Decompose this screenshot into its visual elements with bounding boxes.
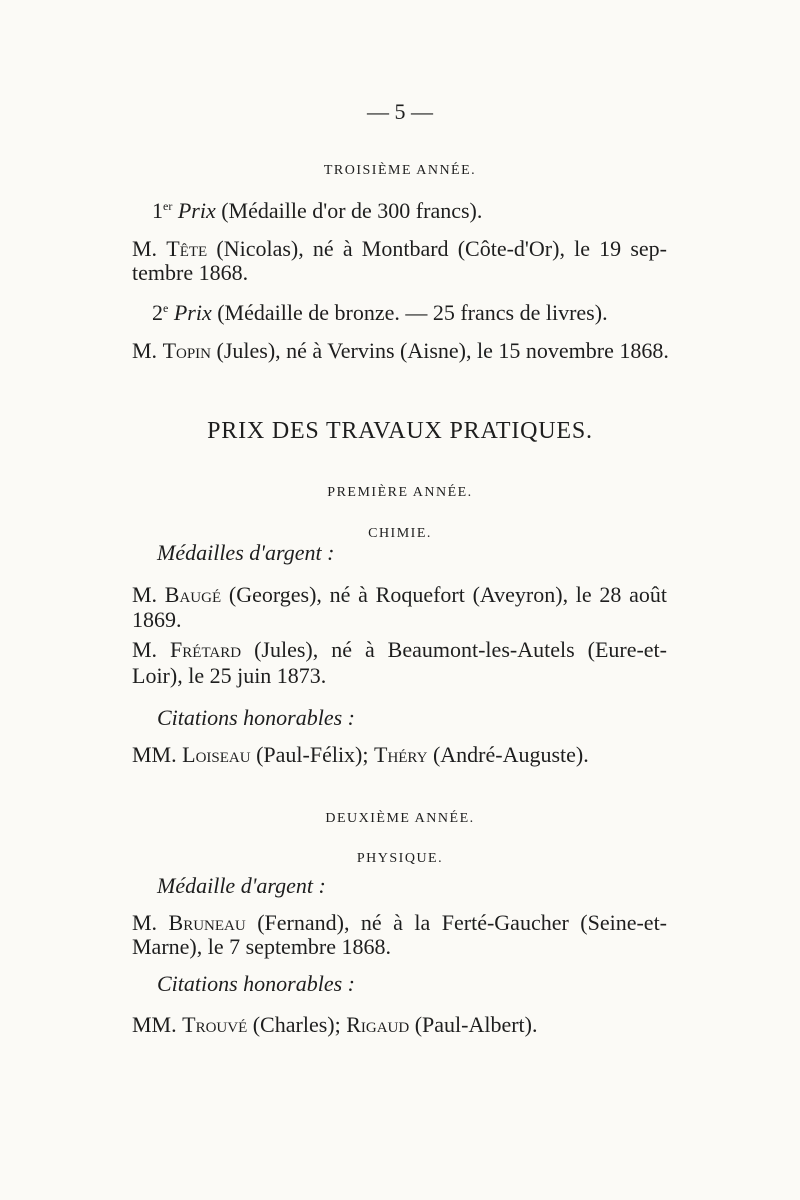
bruneau-entry-details: (Fernand), né à la Ferté-Gaucher (Seine-et- [245,910,668,935]
premiere-annee-heading: PREMIÈRE ANNÉE. [327,485,473,500]
deuxieme-annee-heading: DEUXIÈME ANNÉE. [325,811,475,826]
first-prize-winner-details: (Nicolas), né à Montbard (Côte-d'Or), le 19 sep- [207,236,668,261]
second-prize-winner-name: Topin [162,338,212,363]
fretard-entry-prefix: M. [132,637,171,662]
first-prize-winner-prefix: M. [132,236,167,261]
physique-subject-heading: PHYSIQUE. [356,851,444,866]
citation-name-loiseau: Loiseau [182,742,251,767]
citations-second-year-prefix: MM. [132,1012,183,1037]
bauge-entry-details: (Georges), né à Roquefort (Aveyron), le 28 août [221,582,668,607]
citation-details-rigaud: (Paul-Albert). [409,1012,538,1037]
troisieme-annee-heading: TROISIÈME ANNÉE. [323,163,477,178]
section-title: PRIX DES TRAVAUX PRATIQUES. [207,418,593,444]
silver-medals-label: Médailles d'argent : [157,540,335,565]
citations-first-year-prefix: MM. [132,742,183,767]
first-prize-winner-line2: tembre 1868. [132,260,249,285]
citations-second-year-line [132,1010,667,1040]
citation-name-thery: Théry [374,742,428,767]
bruneau-entry-line2: Marne), le 7 septembre 1868. [132,934,392,959]
fretard-entry-name: Frétard [170,637,242,662]
citation-name-trouve: Trouvé [182,1012,248,1037]
second-prize-winner-prefix: M. [132,338,163,363]
first-prize-label: Prix [177,198,216,223]
bruneau-entry-name: Bruneau [168,910,246,935]
first-prize-ordinal-sup: er [163,199,173,213]
chimie-subject-heading: CHIMIE. [368,526,432,541]
second-prize-description: (Médaille de bronze. — 25 francs de livres). [211,300,608,325]
bauge-entry-prefix: M. [132,582,165,607]
second-prize-ordinal-sup: e [163,301,169,315]
second-prize-label: Prix [173,300,212,325]
first-prize-line [152,196,687,226]
second-prize-winner-line [132,336,667,366]
silver-medal-label: Médaille d'argent : [157,873,326,898]
first-prize-winner-name: Tête [166,236,208,261]
first-prize-ordinal: 1 [152,198,163,223]
page-number: — 5 — [367,99,433,124]
fretard-entry-line2: Loir), le 25 juin 1873. [132,663,327,688]
citation-details-trouve: (Charles); [247,1012,347,1037]
bauge-entry-line2: 1869. [132,607,182,632]
second-prize-winner-details: (Jules), né à Vervins (Aisne), le 15 novembre 1868. [211,338,669,363]
citations-label-second-year: Citations honorables : [157,971,356,996]
citations-first-year-line [132,740,667,770]
citation-details-loiseau: (Paul-Félix); [250,742,374,767]
bauge-entry-name: Baugé [164,582,222,607]
citation-details-thery: (André-Auguste). [427,742,589,767]
citations-label-first-year: Citations honorables : [157,705,356,730]
second-prize-ordinal: 2 [152,300,163,325]
fretard-entry-details: (Jules), né à Beaumont-les-Autels (Eure-et- [241,637,667,662]
first-prize-description: (Médaille d'or de 300 francs). [215,198,483,223]
citation-name-rigaud: Rigaud [346,1012,410,1037]
second-prize-line [152,298,687,328]
bruneau-entry-prefix: M. [132,910,169,935]
